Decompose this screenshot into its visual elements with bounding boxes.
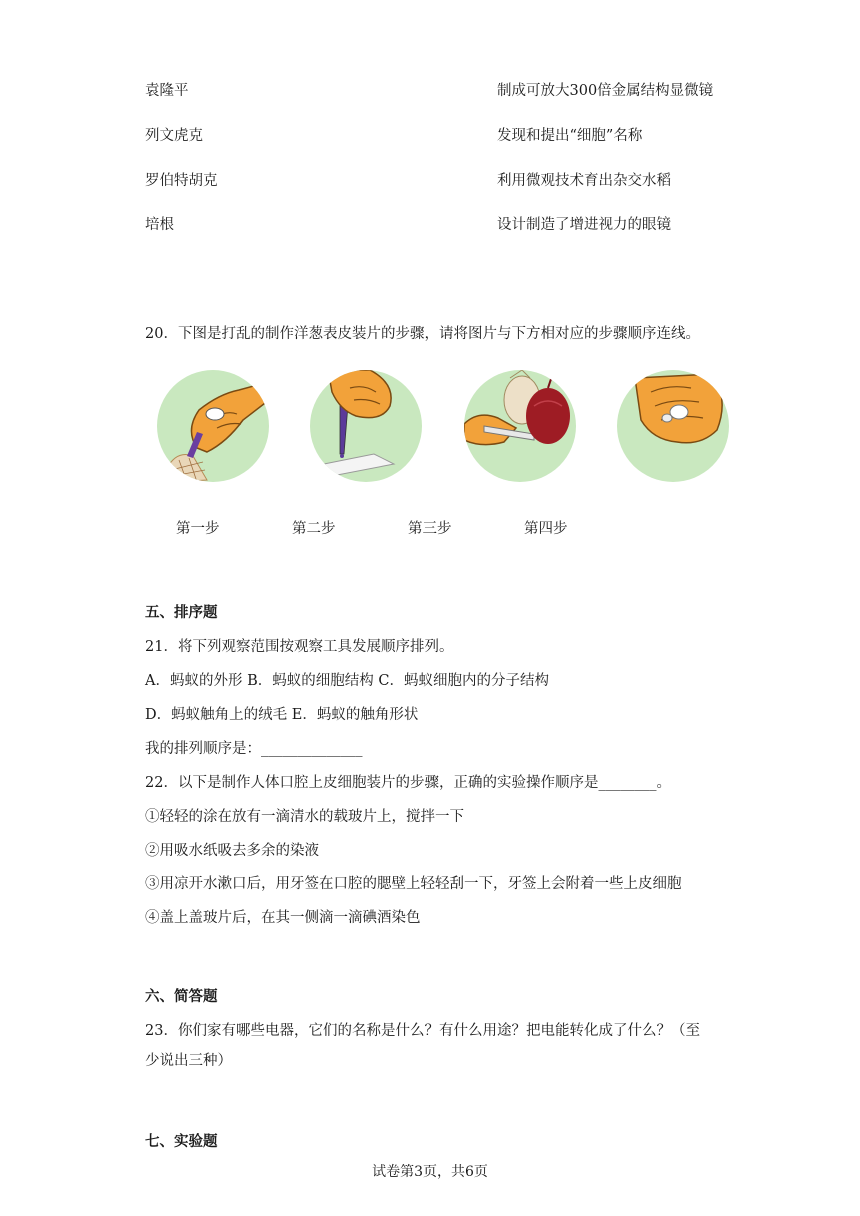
question-23-text: 少说出三种） [145, 1053, 232, 1069]
match-left-item: 培根 [145, 217, 174, 233]
hand-tweezers-icon [157, 370, 269, 482]
match-left-item: 袁隆平 [145, 83, 189, 99]
hand-peel-icon [617, 370, 729, 482]
match-right-item: 设计制造了增进视力的眼镜 [497, 217, 671, 233]
question-22-step: ①轻轻的涂在放有一滴清水的载玻片上，搅拌一下 [145, 809, 464, 825]
question-21-text: 21．将下列观察范围按观察工具发展顺序排列。 [145, 639, 454, 655]
section-title: 五、排序题 [145, 604, 218, 621]
section-title: 七、实验题 [145, 1133, 218, 1150]
onion-knife-icon [464, 370, 576, 482]
question-22-step: ④盖上盖玻片后，在其一侧滴一滴碘酒染色 [145, 910, 421, 926]
step-label: 第一步 [176, 521, 220, 537]
question-21-answer-line: 我的排列顺序是：______________ [145, 741, 363, 757]
question-22-step: ②用吸水纸吸去多余的染液 [145, 843, 319, 859]
hand-dropper-slide-icon [310, 370, 422, 482]
step-label: 第二步 [292, 521, 336, 537]
match-right-item: 发现和提出“细胞”名称 [497, 128, 643, 144]
match-left-item: 罗伯特胡克 [145, 173, 218, 189]
question-22-step: ③用凉开水漱口后，用牙签在口腔的腮壁上轻轻刮一下，牙签上会附着一些上皮细胞 [145, 876, 682, 892]
section-title: 六、简答题 [145, 988, 218, 1005]
page-footer: 试卷第3页，共6页 [372, 1164, 488, 1180]
question-20-text: 20．下图是打乱的制作洋葱表皮装片的步骤，请将图片与下方相对应的步骤顺序连线。 [145, 326, 700, 342]
question-23-text: 23．你们家有哪些电器，它们的名称是什么？有什么用途？把电能转化成了什么？（至 [145, 1023, 700, 1039]
question-21-options: D．蚂蚁触角上的绒毛 E．蚂蚁的触角形状 [145, 707, 419, 723]
match-right-item: 制成可放大300倍金属结构显微镜 [497, 83, 714, 99]
question-21-options: A．蚂蚁的外形 B．蚂蚁的细胞结构 C．蚂蚁细胞内的分子结构 [145, 673, 549, 689]
match-left-item: 列文虎克 [145, 128, 203, 144]
step-label: 第三步 [408, 521, 452, 537]
match-right-item: 利用微观技术育出杂交水稻 [497, 173, 671, 189]
step-label: 第四步 [524, 521, 568, 537]
question-22-text: 22．以下是制作人体口腔上皮细胞装片的步骤，正确的实验操作顺序是________。 [145, 775, 671, 791]
